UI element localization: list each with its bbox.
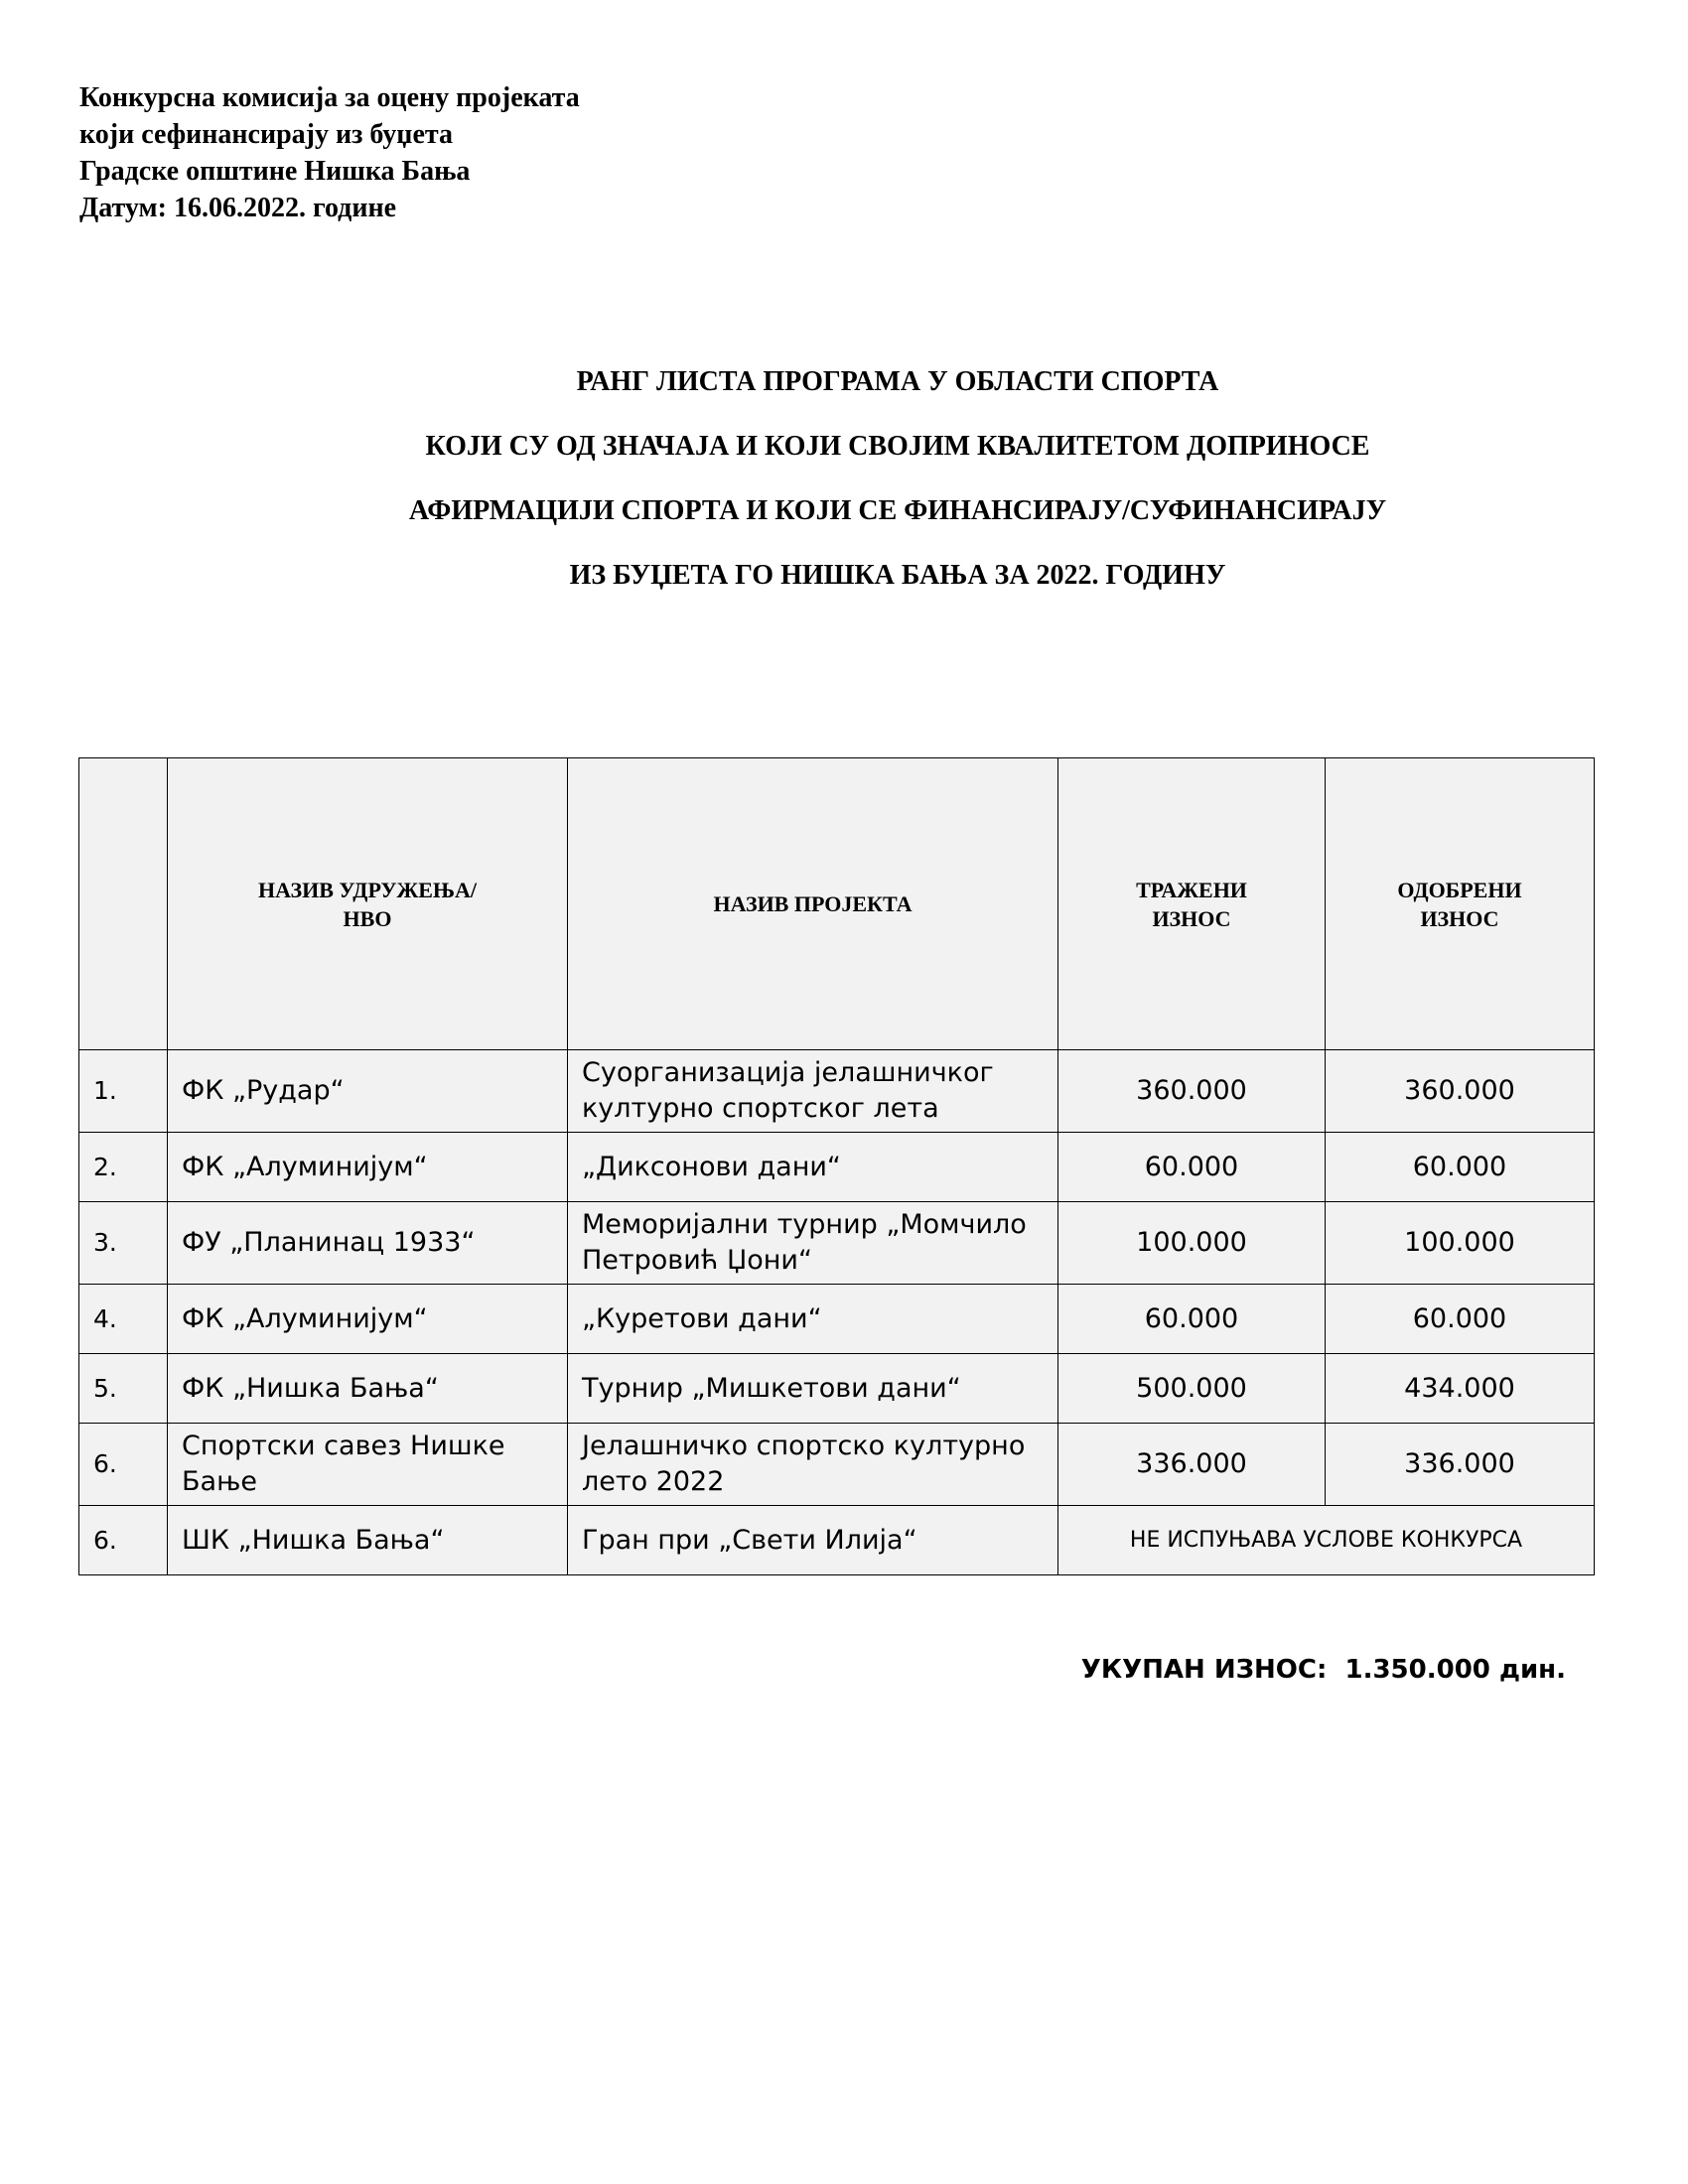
row-project-line-1: „Куретови дани“ — [582, 1302, 822, 1334]
row-association-line-1: Спортски савез Нишке — [182, 1431, 505, 1461]
table-row — [79, 1424, 1595, 1506]
table-row — [79, 1506, 1595, 1575]
header-cell-num — [79, 758, 168, 1050]
header-cell-approved — [1326, 758, 1595, 1050]
header-line-municipality: Градске општине Нишка Бања — [79, 156, 471, 187]
title-line-4: ИЗ БУЏЕТА ГО НИШКА БАЊА ЗА 2022. ГОДИНУ — [569, 560, 1226, 591]
row-approved-amount: 100.000 — [1326, 1202, 1595, 1285]
row-requested-amount: 100.000 — [1058, 1202, 1326, 1285]
table-row — [79, 1050, 1595, 1133]
row-association-line-1: ФК „Алуминијум“ — [182, 1302, 428, 1334]
row-project — [568, 1424, 1058, 1506]
title-line-1: РАНГ ЛИСТА ПРОГРАМА У ОБЛАСТИ СПОРТА — [576, 366, 1219, 397]
table-row — [79, 1202, 1595, 1285]
row-project-line-2: културно спортског лета — [582, 1093, 939, 1124]
header-line-financing: који сефинансирају из буџета — [79, 119, 453, 150]
header-association-line-1: НАЗИВ УДРУЖЕЊА/ — [258, 877, 477, 902]
row-association-line-1: ФК „Рудар“ — [182, 1075, 345, 1106]
row-project-line-1: Меморијални турнир „Момчило — [582, 1209, 1027, 1240]
row-project-line-2: Петровић Џони“ — [582, 1245, 812, 1276]
title-line-3: АФИРМАЦИЈИ СПОРТА И КОЈИ СЕ ФИНАНСИРАЈУ/СУФИНАНСИРАЈУ — [408, 495, 1387, 526]
row-approved-amount: 434.000 — [1326, 1354, 1595, 1424]
row-approved-amount: 336.000 — [1326, 1424, 1595, 1506]
row-association-line-1: ФК „Алуминијум“ — [182, 1151, 428, 1182]
row-requested-amount: 500.000 — [1058, 1354, 1326, 1424]
header-approved-line-2: ИЗНОС — [1420, 905, 1499, 931]
row-requested-amount: 60.000 — [1058, 1133, 1326, 1202]
row-association — [168, 1424, 568, 1506]
row-project-line-1: Јелашничко спортско културно — [582, 1431, 1026, 1461]
row-requested-amount: 360.000 — [1058, 1050, 1326, 1133]
header-cell-association — [168, 758, 568, 1050]
row-requested-amount: 336.000 — [1058, 1424, 1326, 1506]
row-project: Гран при „Свети Илија“ — [568, 1506, 1058, 1575]
header-association-line-2: НВО — [343, 905, 392, 931]
total-label: УКУПАН ИЗНОС: — [1080, 1655, 1328, 1685]
row-project-line-1: Суорганизација јелашничког — [582, 1057, 994, 1088]
row-number: 2. — [79, 1133, 168, 1202]
row-association — [168, 1285, 568, 1354]
row-approved-amount: 360.000 — [1326, 1050, 1595, 1133]
row-number: 6. — [79, 1506, 168, 1575]
rank-table — [78, 757, 1595, 1575]
row-project — [568, 1133, 1058, 1202]
header-requested-line-2: ИЗНОС — [1152, 905, 1231, 931]
row-association — [168, 1354, 568, 1424]
row-approved-amount: 60.000 — [1326, 1133, 1595, 1202]
row-requested-amount: 60.000 — [1058, 1285, 1326, 1354]
total-value: 1.350.000 дин. — [1344, 1655, 1566, 1685]
row-number: 3. — [79, 1202, 168, 1285]
row-project-line-1: Турнир „Мишкетови дани“ — [582, 1372, 961, 1404]
row-association — [168, 1202, 568, 1285]
row-number: 1. — [79, 1050, 168, 1133]
row-association-line-1: ФК „Нишка Бања“ — [182, 1372, 439, 1404]
row-number: 4. — [79, 1285, 168, 1354]
table-row — [79, 1133, 1595, 1202]
row-number: 5. — [79, 1354, 168, 1424]
row-project — [568, 1050, 1058, 1133]
table-header-row — [79, 758, 1595, 1050]
total-amount — [1081, 1655, 1566, 1685]
header-approved-line-1: ОДОБРЕНИ — [1397, 877, 1522, 902]
header-cell-project: НАЗИВ ПРОЈЕКТА — [568, 758, 1058, 1050]
row-association — [168, 1050, 568, 1133]
header-requested-line-1: ТРАЖЕНИ — [1136, 877, 1247, 902]
table-row — [79, 1354, 1595, 1424]
row-approved-amount: 60.000 — [1326, 1285, 1595, 1354]
row-project-line-1: „Диксонови дани“ — [582, 1151, 841, 1182]
header-cell-requested — [1058, 758, 1326, 1050]
row-number: 6. — [79, 1424, 168, 1506]
row-project — [568, 1202, 1058, 1285]
row-project — [568, 1285, 1058, 1354]
row-association: ШК „Нишка Бања“ — [168, 1506, 568, 1575]
row-project-line-2: лето 2022 — [582, 1466, 725, 1497]
table-row — [79, 1285, 1595, 1354]
header-line-date: Датум: 16.06.2022. године — [79, 193, 397, 223]
row-project — [568, 1354, 1058, 1424]
row-ineligible-note: НЕ ИСПУЊАВА УСЛОВЕ КОНКУРСА — [1058, 1506, 1595, 1575]
header-line-commission: Конкурсна комисија за оцену пројеката — [79, 82, 580, 113]
document-header — [79, 79, 580, 226]
row-association — [168, 1133, 568, 1202]
title-line-2: КОЈИ СУ ОД ЗНАЧАЈА И КОЈИ СВОЈИМ КВАЛИТЕТОМ ДОПРИНОСЕ — [425, 431, 1370, 462]
row-association-line-1: ФУ „Планинац 1933“ — [182, 1227, 476, 1258]
document-title — [0, 357, 1688, 615]
row-association-line-2: Бање — [182, 1466, 257, 1497]
